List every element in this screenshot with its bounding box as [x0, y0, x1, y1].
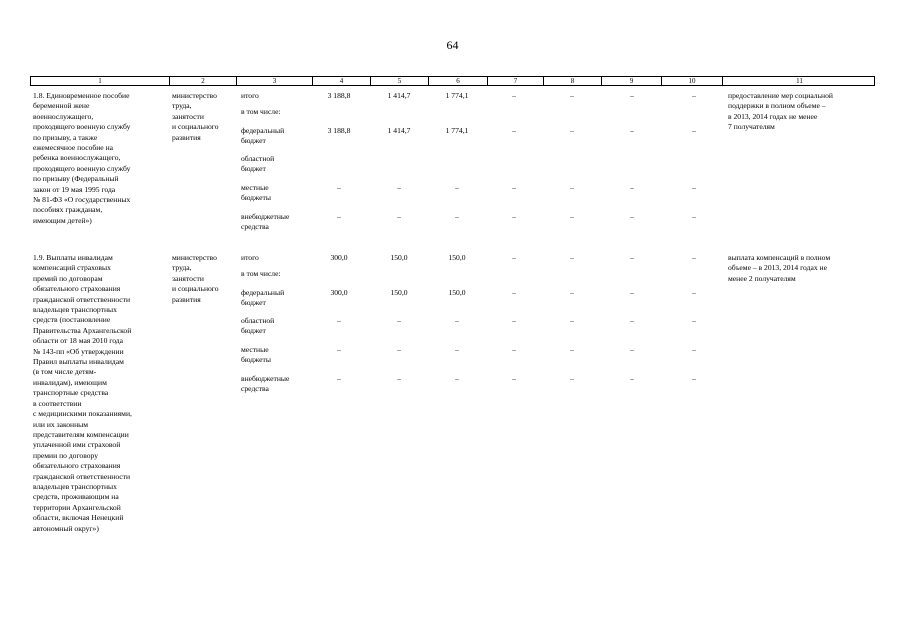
funding-value: 1 414,7	[387, 126, 411, 135]
funding-value: –	[630, 345, 634, 354]
funding-value: –	[397, 183, 401, 192]
funding-value: –	[692, 345, 696, 354]
funding-value: –	[692, 126, 696, 135]
funding-source-label: в том числе:	[241, 107, 281, 116]
funding-value: –	[337, 374, 341, 383]
funding-value: –	[692, 183, 696, 192]
funding-value: –	[512, 183, 516, 192]
header-cell-8: 8	[543, 77, 601, 85]
funding-value: –	[397, 316, 401, 325]
funding-value: –	[570, 316, 574, 325]
funding-value: –	[630, 288, 634, 297]
funding-value: –	[337, 345, 341, 354]
funding-value: –	[570, 91, 574, 100]
funding-source-label: внебюджетные средства	[241, 212, 290, 232]
funding-value: –	[455, 374, 459, 383]
funding-source-label: федеральный бюджет	[241, 288, 285, 308]
funding-value: –	[455, 316, 459, 325]
header-cell-11: 11	[722, 77, 876, 85]
funding-source-label: областной бюджет	[241, 154, 275, 174]
funding-value: –	[512, 288, 516, 297]
funding-value: –	[692, 253, 696, 262]
funding-value: 300,0	[330, 288, 348, 297]
header-cell-3: 3	[236, 77, 312, 85]
funding-source-label: итого	[241, 253, 259, 262]
header-cell-9: 9	[601, 77, 661, 85]
funding-value: –	[455, 183, 459, 192]
funding-value: –	[397, 345, 401, 354]
funding-value: –	[570, 212, 574, 221]
funding-value: –	[570, 253, 574, 262]
funding-value: 1 414,7	[387, 91, 411, 100]
funding-value: –	[630, 126, 634, 135]
funding-value: –	[570, 345, 574, 354]
funding-value: –	[692, 374, 696, 383]
funding-value: 3 188,8	[327, 91, 351, 100]
funding-value: –	[630, 253, 634, 262]
funding-value: –	[570, 126, 574, 135]
funding-value: –	[570, 183, 574, 192]
funding-value: 150,0	[390, 253, 408, 262]
funding-value: 300,0	[330, 253, 348, 262]
funding-value: –	[630, 212, 634, 221]
header-cell-10: 10	[661, 77, 722, 85]
funding-value: –	[337, 212, 341, 221]
funding-value: –	[512, 374, 516, 383]
funding-value: –	[630, 91, 634, 100]
funding-value: –	[337, 183, 341, 192]
header-cell-7: 7	[487, 77, 543, 85]
header-cell-5: 5	[370, 77, 428, 85]
funding-value: –	[512, 212, 516, 221]
funding-value: 1 774,1	[445, 91, 469, 100]
funding-value: –	[570, 374, 574, 383]
funding-source-label: внебюджетные средства	[241, 374, 290, 394]
page-number: 64	[446, 38, 459, 52]
funding-value: 150,0	[390, 288, 408, 297]
funding-value: –	[397, 374, 401, 383]
funding-value: 150,0	[448, 288, 466, 297]
measure-result: выплата компенсаций в полном объеме – в 2013, 2014 годах не менее 2 получателям	[728, 253, 831, 283]
funding-value: –	[692, 91, 696, 100]
funding-value: –	[512, 345, 516, 354]
funding-source-label: в том числе:	[241, 269, 281, 278]
measure-executor: министерство труда, занятости и социального развития	[172, 91, 219, 142]
funding-value: –	[512, 316, 516, 325]
header-cell-2: 2	[169, 77, 236, 85]
funding-value: –	[455, 212, 459, 221]
funding-source-label: местные бюджеты	[241, 183, 271, 203]
funding-value: 1 774,1	[445, 126, 469, 135]
funding-value: –	[397, 212, 401, 221]
header-cell-4: 4	[312, 77, 370, 85]
measure-description: 1.8. Единовременное пособие беременной жене военнослужащего, проходящего военную службу по призыву, а также ежемесячное пособие на ребенка военнослужащего, проходящего военную службу по призыву (Федеральный закон от 19 мая 1995 года № 81-ФЗ «О государственных пособиях гражданам, имеющим детей»)	[33, 91, 131, 225]
header-cell-6: 6	[428, 77, 487, 85]
measure-description: 1.9. Выплаты инвалидам компенсаций страховых премий по договорам обязательного страхования гражданской ответственности владельцев транспортных средств (постановление Правительства Архангельской области от 18 мая 2010 года № 143-пп «Об утверждении Правил выплаты инвалидам (в том числе детям- инвалидам), имеющим транспортные средства в соответствии с медицинскими показаниями, или их законным представителям компенсации уплаченной ими страховой премии по договору обязательного страхования гражданской ответственности владельцев транспортных средств, проживающим на территории Архангельской области, включая Ненецкий автономный округ»)	[33, 253, 132, 533]
funding-value: –	[630, 374, 634, 383]
funding-source-label: местные бюджеты	[241, 345, 271, 365]
measure-result: предоставление мер социальной поддержки в полном объеме – в 2013, 2014 годах не менее 7 получателям	[728, 91, 833, 132]
funding-value: –	[337, 316, 341, 325]
funding-value: –	[630, 183, 634, 192]
measure-executor: министерство труда, занятости и социального развития	[172, 253, 219, 304]
funding-value: –	[512, 91, 516, 100]
funding-value: –	[512, 126, 516, 135]
funding-source-label: итого	[241, 91, 259, 100]
funding-value: –	[692, 288, 696, 297]
table-header-row	[30, 76, 875, 86]
funding-value: 150,0	[448, 253, 466, 262]
funding-value: –	[630, 316, 634, 325]
funding-value: 3 188,8	[327, 126, 351, 135]
header-cell-1: 1	[98, 77, 102, 85]
funding-value: –	[692, 316, 696, 325]
funding-value: –	[692, 212, 696, 221]
funding-source-label: областной бюджет	[241, 316, 275, 336]
funding-value: –	[455, 345, 459, 354]
funding-value: –	[512, 253, 516, 262]
funding-source-label: федеральный бюджет	[241, 126, 285, 146]
funding-value: –	[570, 288, 574, 297]
